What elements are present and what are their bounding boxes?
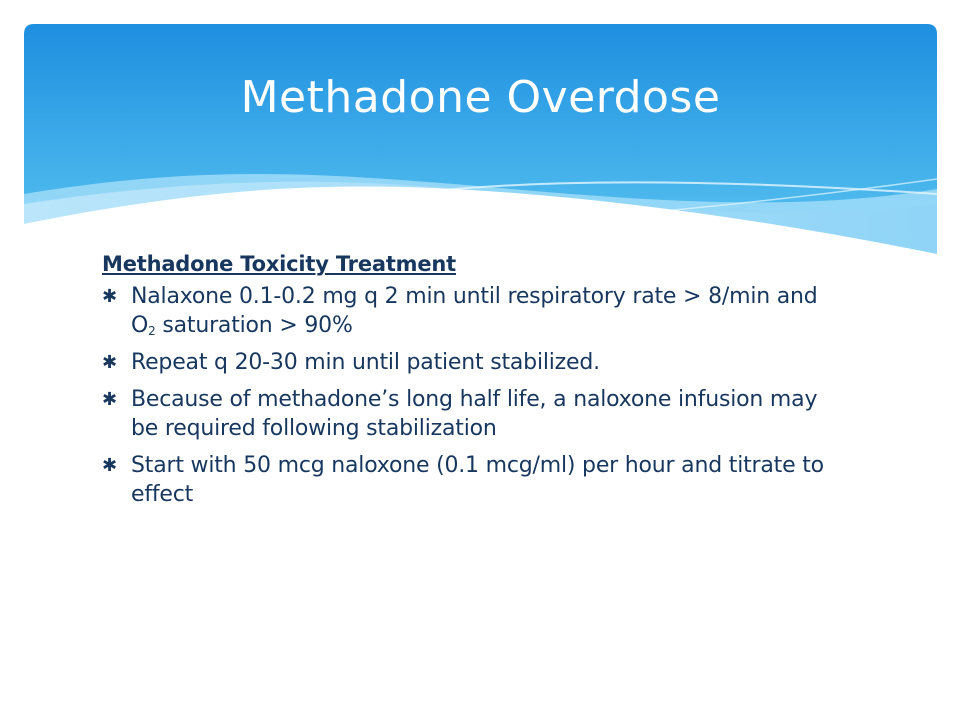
asterisk-bullet-icon: ✱ <box>102 286 117 307</box>
wave-background <box>24 24 937 270</box>
section-heading: Methadone Toxicity Treatment <box>102 252 456 276</box>
bullet-text: Start with 50 mcg naloxone (0.1 mcg/ml) per hour and titrate to effect <box>131 453 824 507</box>
slide-body <box>102 252 842 517</box>
subscript: 2 <box>148 324 156 338</box>
bullet-text: Repeat q 20-30 min until patient stabilized. <box>131 350 600 375</box>
bullet-text: Nalaxone 0.1-0.2 mg q 2 min until respiratory rate > 8/min and O <box>131 284 818 338</box>
asterisk-bullet-icon: ✱ <box>102 389 117 410</box>
asterisk-bullet-icon: ✱ <box>102 455 117 476</box>
list-item <box>102 348 842 377</box>
bullet-list <box>102 282 842 509</box>
bullet-text: saturation > 90% <box>155 313 353 338</box>
list-item <box>102 282 842 340</box>
asterisk-bullet-icon: ✱ <box>102 352 117 373</box>
header-banner <box>24 24 937 270</box>
slide-title: Methadone Overdose <box>240 72 721 123</box>
list-item <box>102 451 842 509</box>
bullet-text: Because of methadone’s long half life, a naloxone infusion may be required following stabilization <box>131 387 818 441</box>
list-item <box>102 385 842 443</box>
